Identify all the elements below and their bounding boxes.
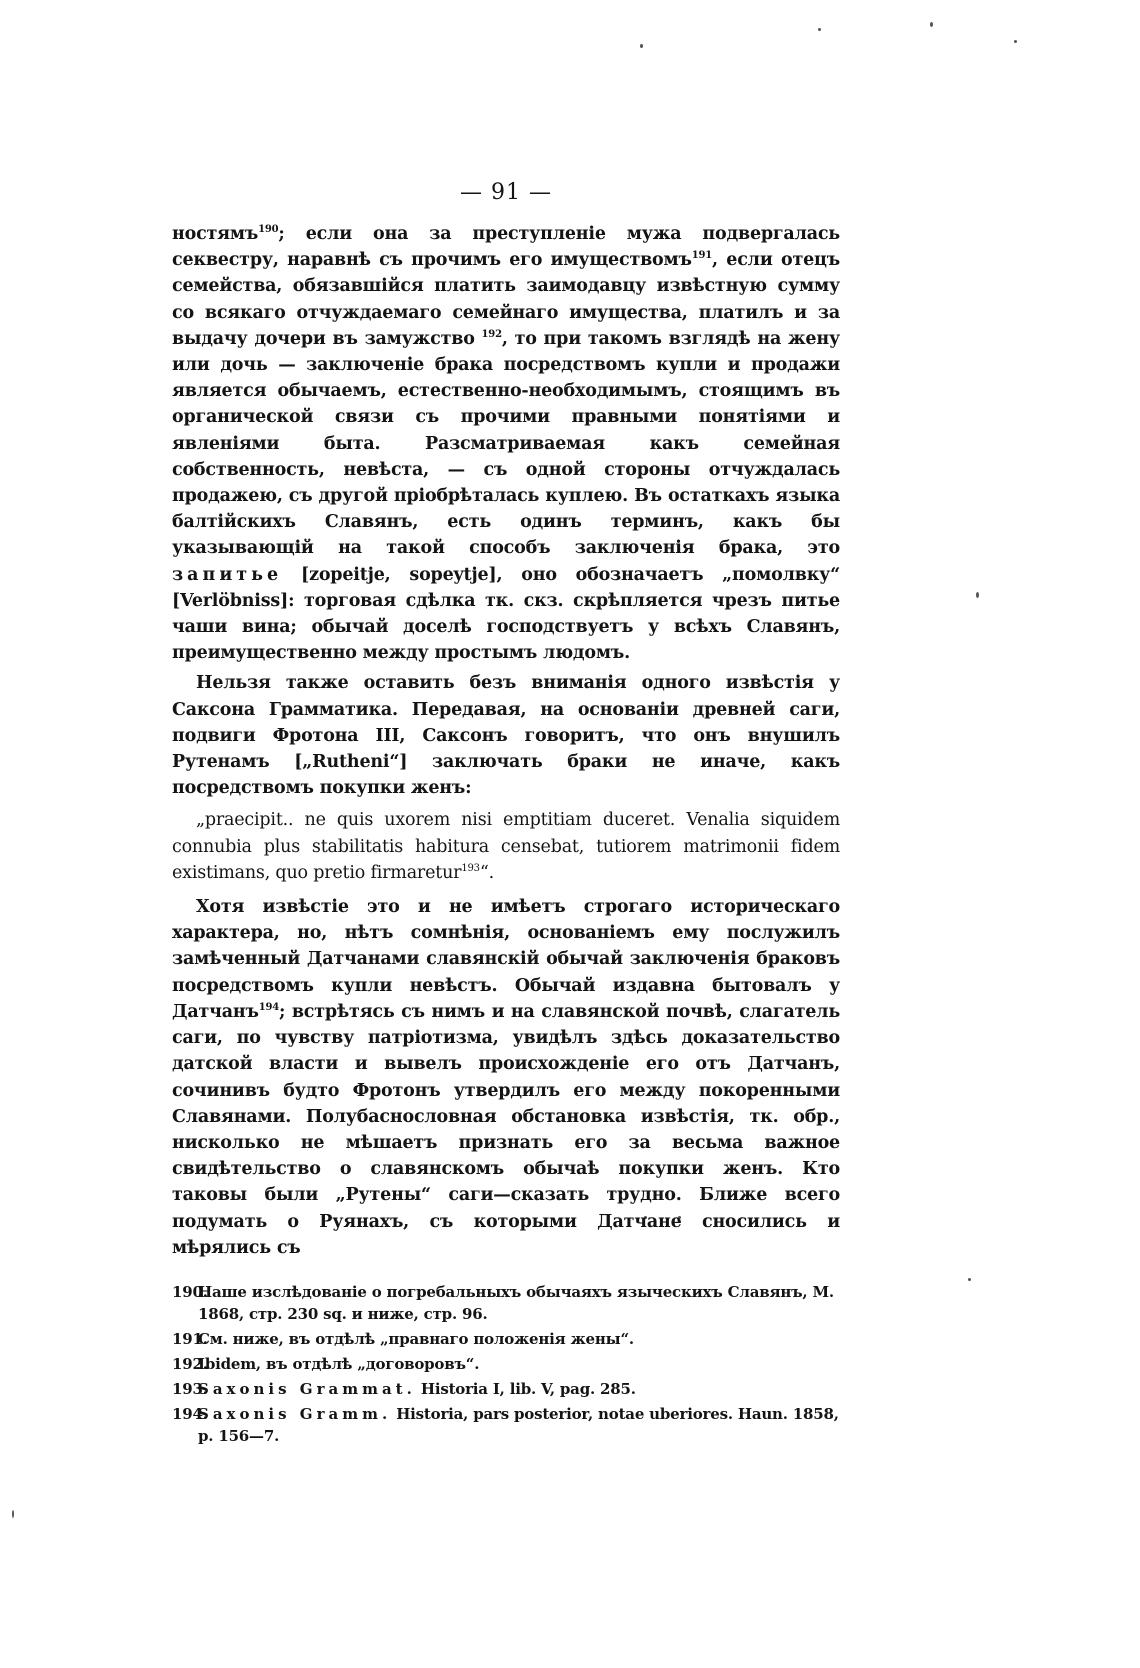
footnote-text: Historia, pars posterior, notae uberiores. Haun. 1858, p. 156—7. — [198, 1404, 839, 1445]
footnote-ref[interactable]: 192 — [481, 328, 502, 340]
footnote-191 — [172, 1328, 840, 1350]
paragraph-1 — [172, 221, 840, 666]
spaced-term: запитье — [172, 564, 283, 585]
footnote-author: Saxonis Grammat. — [198, 1379, 416, 1398]
footnote-text: См. ниже, въ отдѣлѣ „правнаго положенія жены“. — [198, 1329, 634, 1348]
scan-speck — [640, 44, 643, 48]
text-run: „praecipit.. ne quis uxorem nisi emptitiam duceret. Venalia siquidem connubia plus stabilitatis habitura censebat, tutiorem matrimonii fidem existimans, quo pretio firmaretur — [172, 810, 840, 883]
footnote-ref[interactable]: 190 — [258, 224, 279, 236]
text-run: Хотя извѣстіе это и не имѣетъ строгаго историческаго характера, но, нѣтъ сомнѣнія, основаніемъ ему послужилъ замѣченный Датчанами славянскій обычай заключенія браковъ посредствомъ купли невѣстъ. Обычай издавна бытовалъ у Датчанъ — [172, 897, 840, 1022]
text-run: ; если она за преступленіе мужа подвергалась секвестру, наравнѣ съ прочимъ его имуществомъ — [172, 224, 840, 271]
footnote-number: 193. — [172, 1379, 208, 1398]
text-run: , если отецъ семейства, обязавшійся платить заимодавцу извѣстную сумму со всякаго отчуждаемаго семейнаго имущества, платилъ и за выдачу дочери въ замужство — [172, 250, 840, 349]
scan-speck — [818, 28, 821, 31]
latin-quote — [172, 807, 840, 886]
footnote-text: Ibidem, въ отдѣлѣ „договоровъ“. — [198, 1354, 480, 1373]
text-run: “. — [479, 862, 494, 883]
text-run: , то при такомъ взглядѣ на жену или дочь — заключеніе брака посредствомъ купли и продажи является обычаемъ, естественно-необходимымъ, стоящимъ въ органической связи съ прочими правными понятіями и явленіями быта. Разсматриваемая какъ семейная собственность, невѣста, — съ одной стороны отчуждалась продажею, съ другой пріобрѣталась куплею. Въ остаткахъ языка балтійскихъ Славянъ, есть одинъ терминъ, какъ бы указывающій на такой способъ заключенія брака, это — [172, 328, 840, 559]
footnotes — [172, 1281, 840, 1447]
footnote-ref[interactable]: 193 — [461, 863, 480, 875]
text-run: [zopeitje, sopeytje], оно обозначаетъ „помолвку“ [Verlöbniss]: торговая сдѣлка тк. скз. скрѣпляется чрезъ питье чаши вина; обычай доселѣ господствуетъ у всѣхъ Славянъ, преимущественно между простымъ людомъ. — [172, 564, 840, 664]
footnote-text: Наше изслѣдованіе о погребальныхъ обычаяхъ языческихъ Славянъ, М. 1868, стр. 230 sq. и ниже, стр. 96. — [198, 1282, 834, 1323]
footnote-number: 194. — [172, 1404, 208, 1423]
paragraph-4 — [172, 894, 840, 1261]
document-page — [172, 180, 840, 1450]
paragraph-2: Нельзя также оставить безъ вниманія одного извѣстія у Саксона Грамматика. Передавая, на основаніи древней саги, подвиги Фротона III, Саксонъ говоритъ, что онъ внушилъ Рутенамъ [„Rutheni“] заключать браки не иначе, какъ посредствомъ покупки женъ: — [172, 673, 840, 799]
footnote-author: Saxonis Gramm. — [198, 1404, 392, 1423]
scan-speck — [1014, 40, 1017, 43]
body-text — [172, 221, 840, 1261]
footnote-ref[interactable]: 191 — [691, 250, 713, 262]
footnote-number: 191. — [172, 1329, 208, 1348]
footnote-194 — [172, 1403, 840, 1447]
scan-speck — [968, 1278, 971, 1281]
scan-speck — [976, 592, 979, 598]
footnote-192 — [172, 1353, 840, 1375]
scan-speck — [930, 22, 933, 27]
scan-speck — [12, 1510, 14, 1518]
text-run: ностямъ — [172, 224, 259, 244]
footnote-193 — [172, 1378, 840, 1400]
footnote-number: 190. — [172, 1282, 208, 1301]
footnote-ref[interactable]: 194 — [258, 1002, 280, 1014]
footnote-190 — [172, 1281, 840, 1325]
footnote-text: Historia I, lib. V, pag. 285. — [415, 1379, 636, 1398]
footnote-number: 192. — [172, 1354, 208, 1373]
text-run: ; встрѣтясь съ нимъ и на славянской почвѣ, слагатель саги, по чувству патріотизма, увидѣлъ здѣсь доказательство датской власти и вывелъ происхожденіе его отъ Датчанъ, сочинивъ будто Фротонъ утвердилъ его между покоренными Славянами. Полубаснословная обстановка извѣстія, тк. обр., нисколько не мѣшаетъ признать его за весьма важное свидѣтельство о славянскомъ обычаѣ покупки женъ. Кто таковы были „Рутены“ саги—сказать трудно. Ближе всего подумать о Руянахъ, съ которыми Датчане сносились и мѣрялись съ — [172, 1001, 840, 1258]
page-number: — 91 — — [460, 180, 552, 205]
